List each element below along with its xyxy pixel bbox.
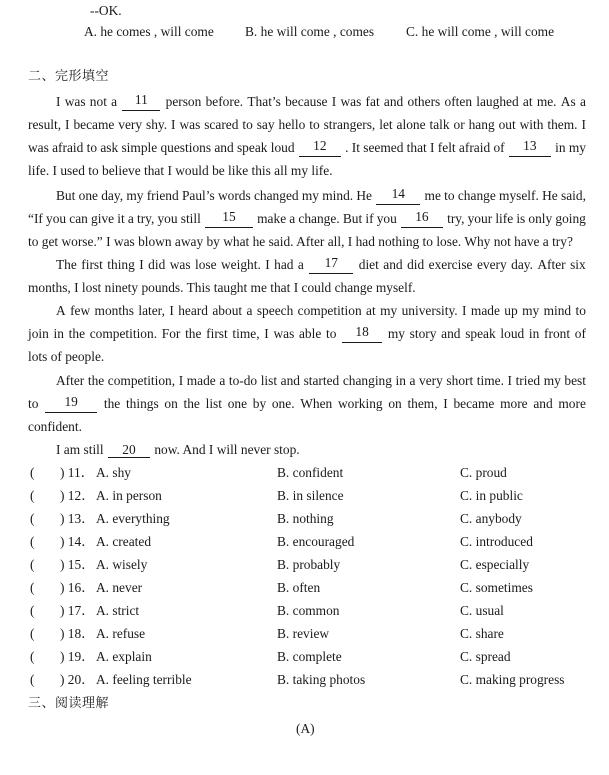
passage-line: [56, 302, 586, 320]
passage-word: did: [148, 257, 166, 272]
answer-paren: (: [30, 557, 35, 572]
passage-word: first: [206, 326, 228, 341]
passage-line: [56, 187, 586, 205]
passage-word: can: [69, 211, 88, 226]
passage-word: to: [575, 303, 586, 318]
passage-word: I: [171, 117, 176, 132]
passage-line: [28, 162, 333, 180]
passage-word: you: [157, 211, 178, 226]
passage-word: going: [555, 211, 586, 226]
answer-paren: (: [30, 580, 35, 595]
question-number: ) 13．: [60, 511, 95, 526]
passage-word: That’s: [247, 94, 281, 109]
passage-word: and: [533, 396, 553, 411]
question-number: ) 12．: [60, 488, 95, 503]
passage-word: my: [301, 188, 319, 203]
passage-word: scared: [204, 117, 239, 132]
option-b: B. confident: [277, 465, 344, 480]
option-c: C. spread: [460, 649, 511, 664]
passage-word: story: [409, 326, 437, 341]
passage-text: months, I lost ninety pounds. This taught me that I could change myself.: [28, 280, 416, 295]
option-a: A. everything: [96, 511, 170, 526]
answer-paren: (: [30, 534, 35, 549]
blank-16: 16: [401, 210, 443, 228]
passage-word: For: [161, 326, 181, 341]
option-a: A. created: [96, 534, 152, 549]
passage-word: to: [242, 117, 253, 132]
passage-word: you: [46, 211, 67, 226]
passage-line: [56, 256, 586, 274]
option-c: C. especially: [460, 557, 530, 572]
passage-word: to: [326, 326, 337, 341]
passage-word: a: [297, 257, 304, 272]
prev-option-c: C. he will come , will come: [406, 24, 555, 39]
answer-paren: (: [30, 511, 35, 526]
passage-word: changing: [342, 373, 392, 388]
passage-word: .: [345, 140, 349, 155]
passage-line: [28, 348, 104, 366]
passage-word: more: [558, 396, 586, 411]
passage-word: not: [89, 94, 107, 109]
passage-word: competition: [297, 303, 362, 318]
passage-word: every: [476, 257, 507, 272]
passage-word: because: [285, 94, 328, 109]
option-a: A. feeling terrible: [96, 672, 192, 687]
answer-paren: (: [30, 465, 35, 480]
passage-word: try,: [447, 211, 465, 226]
passage-line: [56, 441, 300, 459]
passage-word: loud: [270, 140, 295, 155]
passage-word: loud: [500, 326, 525, 341]
passage-word: say: [256, 117, 275, 132]
question-number: ) 20．: [60, 672, 95, 687]
passage-word: to: [444, 188, 455, 203]
passage-word: I: [56, 94, 61, 109]
passage-word: After: [537, 257, 566, 272]
option-a: A. refuse: [96, 626, 146, 641]
passage-word: six: [570, 257, 586, 272]
passage-text: life. I used to believe that I would be like this all my life.: [28, 163, 333, 178]
passage-word: felt: [437, 140, 456, 155]
passage-line: [56, 93, 586, 111]
option-b: B. probably: [277, 557, 341, 572]
passage-word: more: [500, 396, 528, 411]
section-heading-cloze: 二、完形填空: [28, 69, 110, 84]
passage-word: was: [64, 94, 86, 109]
passage-word: working: [337, 396, 383, 411]
question-number: ) 14．: [60, 534, 95, 549]
passage-word: thing: [107, 257, 135, 272]
passage-word: I: [169, 303, 174, 318]
answer-paren: (: [30, 603, 35, 618]
passage-word: made: [186, 373, 216, 388]
passage-word: But: [56, 188, 76, 203]
passage-word: short: [446, 373, 474, 388]
passage-word: was: [169, 257, 191, 272]
passage-word: the: [183, 396, 200, 411]
passage-word: time.: [476, 373, 504, 388]
passage-word: the: [185, 326, 202, 341]
passage-word: words: [217, 188, 251, 203]
passage-line: [28, 139, 586, 157]
passage-word: my: [387, 326, 405, 341]
passage-word: with: [519, 117, 544, 132]
passage-word: weight.: [221, 257, 261, 272]
passage-text: confident.: [28, 419, 82, 434]
option-a: A. in person: [96, 488, 162, 503]
answer-paren: (: [30, 672, 35, 687]
passage-word: He: [542, 188, 558, 203]
passage-word: changed: [253, 188, 299, 203]
passage-word: it: [117, 211, 125, 226]
passage-word: competition.: [89, 326, 158, 341]
passage-word: at: [366, 303, 376, 318]
section-heading-reading: 三、阅读理解: [28, 696, 110, 711]
option-c: C. usual: [460, 603, 504, 618]
prev-answer-stub: --OK.: [90, 3, 122, 18]
passage-word: I: [265, 257, 270, 272]
blank-12: 12: [299, 139, 341, 157]
passage-word: did: [407, 257, 425, 272]
passage-word: ask: [100, 140, 119, 155]
blank-13: 13: [509, 139, 551, 157]
passage-word: them,: [407, 396, 438, 411]
passage-word: a: [246, 303, 253, 318]
option-b: B. complete: [277, 649, 342, 664]
passage-word: speech: [256, 303, 294, 318]
passage-word: months: [94, 303, 134, 318]
passage-word: He: [356, 188, 373, 203]
passage-word: and: [280, 373, 300, 388]
passage-line: [28, 233, 573, 251]
passage-word: made: [470, 303, 500, 318]
option-b: B. taking photos: [277, 672, 366, 687]
passage-word: simple: [121, 140, 158, 155]
passage-word: strangers,: [323, 117, 376, 132]
passage-word: time,: [232, 326, 260, 341]
passage-word: about: [212, 303, 243, 318]
passage-word: heard: [178, 303, 208, 318]
blank-20: 20: [108, 443, 150, 458]
passage-word: if: [365, 211, 374, 226]
passage-line: [28, 418, 82, 436]
passage-word: speak: [236, 140, 268, 155]
passage-word: myself.: [499, 188, 539, 203]
passage-word: one.: [271, 396, 295, 411]
passage-word: on: [388, 396, 402, 411]
passage-word: friend: [146, 188, 179, 203]
question-number: ) 17．: [60, 603, 95, 618]
passage-word: I: [462, 303, 467, 318]
passage-word: day,: [101, 188, 124, 203]
passage-word: before.: [205, 94, 244, 109]
passage-word: make: [257, 211, 287, 226]
passage-word: change: [457, 188, 496, 203]
option-b: B. nothing: [277, 511, 334, 526]
passage-word: hang: [468, 117, 495, 132]
blank-18: 18: [342, 325, 382, 343]
passage-word: A: [56, 303, 66, 318]
passage-word: them.: [547, 117, 578, 132]
passage-line: [28, 210, 586, 228]
passage-word: and: [441, 326, 461, 341]
passage-word: I: [507, 373, 512, 388]
prev-option-a: A. he comes , will come: [84, 24, 214, 39]
passage-word: said,: [561, 188, 586, 203]
passage-word: my: [522, 303, 540, 318]
passage-word: result,: [28, 117, 62, 132]
passage-word: and: [383, 94, 404, 109]
passage-word: was: [179, 117, 201, 132]
passage-word: later,: [138, 303, 165, 318]
passage-word: laughed: [476, 94, 519, 109]
passage-word: “If: [28, 211, 43, 226]
passage-word: As: [560, 94, 576, 109]
question-number: ) 19．: [60, 649, 95, 664]
blank-17: 17: [309, 256, 353, 274]
option-c: C. sometimes: [460, 580, 533, 595]
passage-word: The: [56, 257, 77, 272]
answer-paren: (: [30, 626, 35, 641]
option-a: A. never: [96, 580, 143, 595]
passage-word: tried: [515, 373, 541, 388]
passage-word: exercise: [428, 257, 473, 272]
passage-word: was: [273, 326, 295, 341]
passage-word: out: [498, 117, 516, 132]
passage-word: only: [528, 211, 553, 226]
passage-word: I: [65, 117, 70, 132]
question-number: ) 15．: [60, 557, 95, 572]
passage-word: afraid: [458, 140, 491, 155]
passage-word: It: [351, 140, 360, 155]
option-c: C. share: [460, 626, 504, 641]
passage-word: hello: [278, 117, 306, 132]
passage-word: diet: [358, 257, 379, 272]
option-b: B. encouraged: [277, 534, 355, 549]
passage-word: I: [581, 117, 586, 132]
option-c: C. in public: [460, 488, 523, 503]
passage-word: questions: [160, 140, 212, 155]
passage-word: was: [340, 94, 362, 109]
passage-word: alone: [396, 117, 426, 132]
passage-text: to get worse.” I was blown away by what he said. After all, I had nothing to lose. Why not have a try?: [28, 234, 573, 249]
passage-word: was: [28, 140, 49, 155]
reading-part-label: (A): [296, 721, 315, 736]
passage-word: in: [53, 326, 64, 341]
passage-word: I: [139, 257, 144, 272]
passage-word: had: [274, 257, 294, 272]
question-number: ) 11．: [60, 465, 95, 480]
passage-word: others: [407, 94, 441, 109]
passage-word: to: [28, 396, 39, 411]
passage-word: front: [544, 326, 571, 341]
passage-word: and: [214, 140, 234, 155]
passage-word: to: [309, 117, 320, 132]
question-number: ) 18．: [60, 626, 95, 641]
blank-19: 19: [45, 395, 97, 413]
option-b: B. often: [277, 580, 321, 595]
option-a: A. wisely: [96, 557, 148, 572]
passage-word: talk: [429, 117, 450, 132]
passage-word: the: [68, 326, 86, 341]
passage-word: became: [453, 396, 495, 411]
passage-word: lose: [194, 257, 217, 272]
prev-option-b: B. he will come , comes: [245, 24, 375, 39]
passage-word: When: [300, 396, 333, 411]
passage-word: that: [406, 140, 427, 155]
passage-word: your: [467, 211, 493, 226]
passage-word: give: [91, 211, 115, 226]
passage-word: my: [126, 188, 144, 203]
passage-word: a: [409, 373, 416, 388]
passage-word: very: [118, 117, 143, 132]
passage-word: one: [78, 188, 98, 203]
passage-word: you: [376, 211, 397, 226]
passage-word: seemed: [363, 140, 404, 155]
option-c: C. proud: [460, 465, 507, 480]
blank-11: 11: [122, 93, 160, 111]
passage-word: I: [178, 373, 184, 388]
passage-word: day.: [511, 257, 533, 272]
passage-word: After: [56, 373, 85, 388]
passage-word: person: [165, 94, 202, 109]
answer-paren: (: [30, 649, 35, 664]
passage-line: [56, 372, 586, 390]
passage-line: [28, 279, 416, 297]
passage-word: competition,: [107, 373, 176, 388]
passage-word: best: [564, 373, 586, 388]
passage-word: by: [252, 396, 267, 411]
passage-word: on: [164, 396, 178, 411]
passage-line: [28, 116, 586, 134]
passage-word: things: [125, 396, 159, 411]
passage-word: let: [379, 117, 393, 132]
passage-word: list: [205, 396, 222, 411]
passage-word: few: [70, 303, 91, 318]
passage-word: my: [380, 303, 398, 318]
passage-word: and: [383, 257, 403, 272]
passage-word: became: [73, 117, 115, 132]
passage-word: to: [86, 140, 98, 155]
passage-word: of: [493, 140, 505, 155]
passage-word: fat: [365, 94, 380, 109]
passage-word: is: [516, 211, 526, 226]
passage-word: in: [555, 140, 566, 155]
passage-word: my: [568, 140, 586, 155]
option-c: C. introduced: [460, 534, 533, 549]
blank-15: 15: [205, 210, 253, 228]
passage-word: I: [264, 326, 269, 341]
passage-word: shy.: [146, 117, 168, 132]
passage-text: now. And I will never stop.: [154, 442, 300, 457]
passage-word: life: [495, 211, 514, 226]
passage-word: or: [453, 117, 465, 132]
option-a: A. explain: [96, 649, 152, 664]
passage-word: to-do: [228, 373, 258, 388]
passage-word: university.: [401, 303, 458, 318]
blank-14: 14: [376, 187, 420, 205]
passage-word: me.: [536, 94, 557, 109]
passage-word: mind.: [322, 188, 354, 203]
passage-text: lots of people.: [28, 349, 105, 364]
answer-paren: (: [30, 488, 35, 503]
passage-word: Paul’s: [181, 188, 215, 203]
passage-word: But: [342, 211, 363, 226]
option-b: B. common: [277, 603, 340, 618]
passage-text: I am still: [56, 442, 104, 457]
passage-word: change.: [298, 211, 340, 226]
passage-word: a: [111, 94, 118, 109]
passage-word: join: [28, 326, 49, 341]
passage-word: able: [298, 326, 322, 341]
option-a: A. shy: [96, 465, 131, 480]
passage-word: first: [81, 257, 103, 272]
passage-word: a: [127, 211, 134, 226]
passage-word: the: [103, 396, 121, 411]
passage-word: me: [424, 188, 441, 203]
option-b: B. review: [277, 626, 330, 641]
passage-word: one: [227, 396, 248, 411]
passage-word: started: [303, 373, 340, 388]
passage-word: afraid: [52, 140, 84, 155]
passage-word: I: [331, 94, 337, 109]
passage-word: in: [528, 326, 540, 341]
passage-word: I: [443, 396, 448, 411]
passage-word: at: [522, 94, 533, 109]
passage-word: my: [543, 373, 561, 388]
passage-word: a: [579, 94, 586, 109]
passage-word: speak: [465, 326, 496, 341]
passage-word: the: [87, 373, 105, 388]
question-number: ) 16．: [60, 580, 95, 595]
passage-line: [28, 325, 586, 343]
option-c: C. making progress: [460, 672, 565, 687]
passage-word: very: [419, 373, 443, 388]
option-b: B. in silence: [277, 488, 344, 503]
passage-word: a: [289, 211, 296, 226]
passage-word: up: [504, 303, 518, 318]
passage-word: list: [260, 373, 278, 388]
passage-word: a: [219, 373, 226, 388]
option-c: C. anybody: [460, 511, 522, 526]
passage-word: of: [574, 326, 586, 341]
passage-word: try,: [136, 211, 155, 226]
passage-word: in: [395, 373, 406, 388]
option-a: A. strict: [96, 603, 140, 618]
passage-word: still: [180, 211, 201, 226]
passage-line: [28, 395, 586, 413]
passage-word: I: [430, 140, 435, 155]
passage-word: mind: [543, 303, 572, 318]
passage-word: often: [444, 94, 473, 109]
